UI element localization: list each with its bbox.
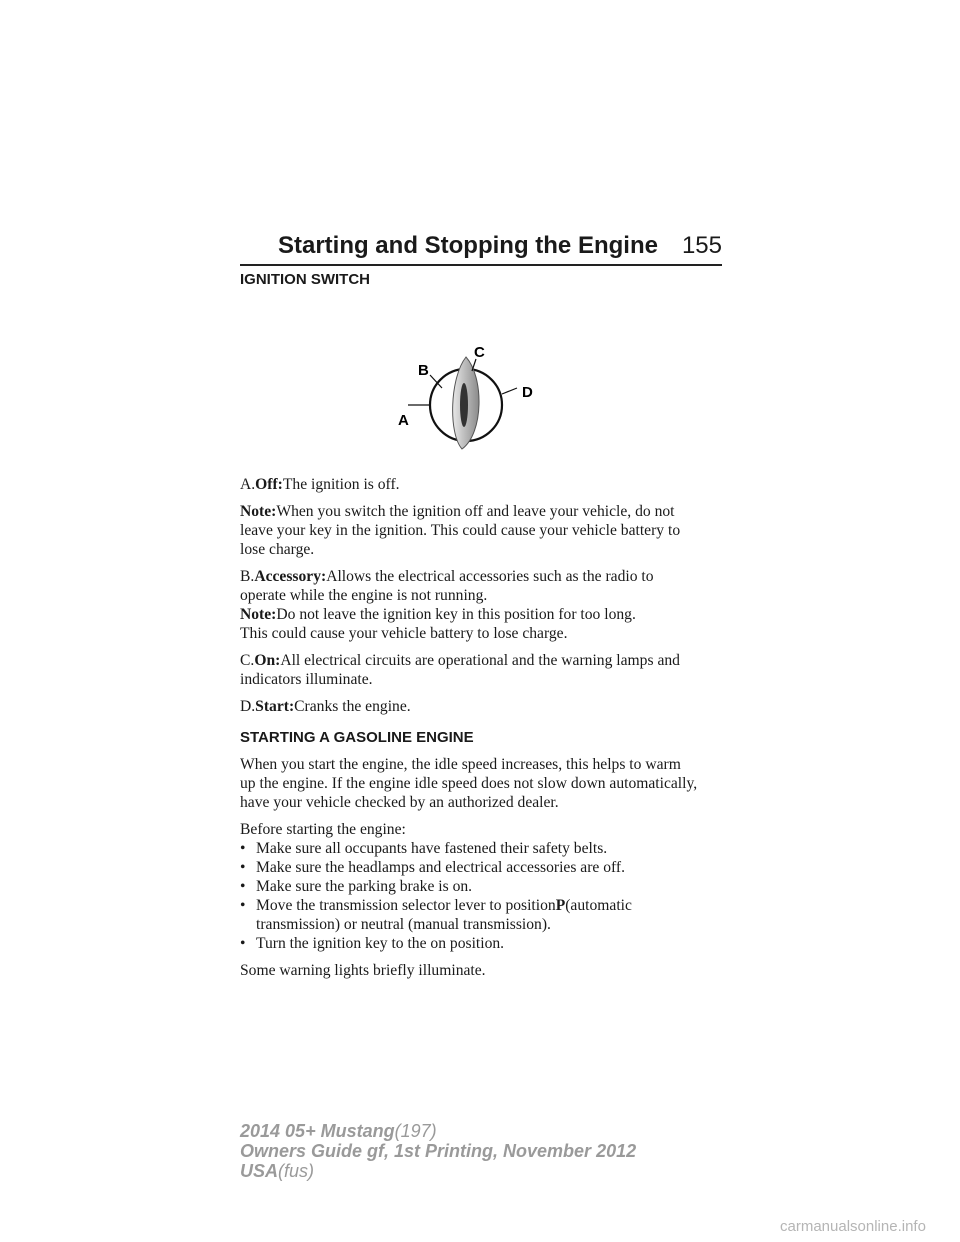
before-starting-label: Before starting the engine: — [240, 821, 406, 838]
item-d: D.Start:Cranks the engine. — [240, 698, 411, 715]
footer-line-3: USA(fus) — [240, 1161, 315, 1181]
ignition-switch-heading: IGNITION SWITCH — [240, 271, 370, 288]
figure-label-c: C — [474, 344, 485, 361]
page-number: 155 — [681, 232, 722, 259]
list-item: • Turn the ignition key to the on position. — [240, 935, 505, 952]
figure-label-a: A — [398, 412, 409, 429]
before-starting-list — [240, 839, 730, 953]
watermark: carmanualsonline.info — [780, 1218, 926, 1235]
footer-line-1: 2014 05+ Mustang(197) — [240, 1121, 437, 1141]
list-item: • Make sure the headlamps and electrical accessories are off. — [240, 859, 626, 876]
footer-line-2: Owners Guide gf, 1st Printing, November 2012 — [240, 1141, 637, 1161]
list-item: • Make sure all occupants have fastened their safety belts. — [240, 840, 608, 857]
item-b: B.Accessory:Allows the electrical accessories such as the radio to operate while the engine is not running. — [240, 568, 654, 604]
page-content — [240, 270, 730, 980]
page-header — [240, 228, 722, 266]
print-footer — [240, 1121, 636, 1181]
starting-engine-heading: STARTING A GASOLINE ENGINE — [240, 729, 474, 746]
list-item: • Move the transmission selector lever to positionP(automatic transmission) or neutral (manual transmission). — [240, 897, 632, 933]
figure-label-b: B — [418, 362, 429, 379]
section-title: Starting and Stopping the Engine — [277, 232, 658, 259]
ignition-switch-figure — [240, 297, 730, 467]
starting-paragraph: When you start the engine, the idle speed increases, this helps to warm up the engine. If the engine idle speed does not slow down automatically, have your vehicle checked by an authorized dealer. — [240, 756, 698, 811]
item-c: C.On:All electrical circuits are operational and the warning lamps and indicators illuminate. — [240, 652, 680, 688]
ignition-switch-diagram — [240, 297, 730, 467]
note-accessory: Note:Do not leave the ignition key in this position for too long. This could cause your vehicle battery to lose charge. — [240, 606, 636, 642]
key-slot-opening — [460, 383, 468, 427]
list-item: • Make sure the parking brake is on. — [240, 878, 473, 895]
figure-label-d: D — [522, 384, 533, 401]
note-off: Note:When you switch the ignition off and leave your vehicle, do not leave your key in the ignition. This could cause your vehicle battery to lose charge. — [240, 503, 681, 558]
closing-text: Some warning lights briefly illuminate. — [240, 962, 486, 979]
item-a: A.Off:The ignition is off. — [240, 476, 400, 493]
